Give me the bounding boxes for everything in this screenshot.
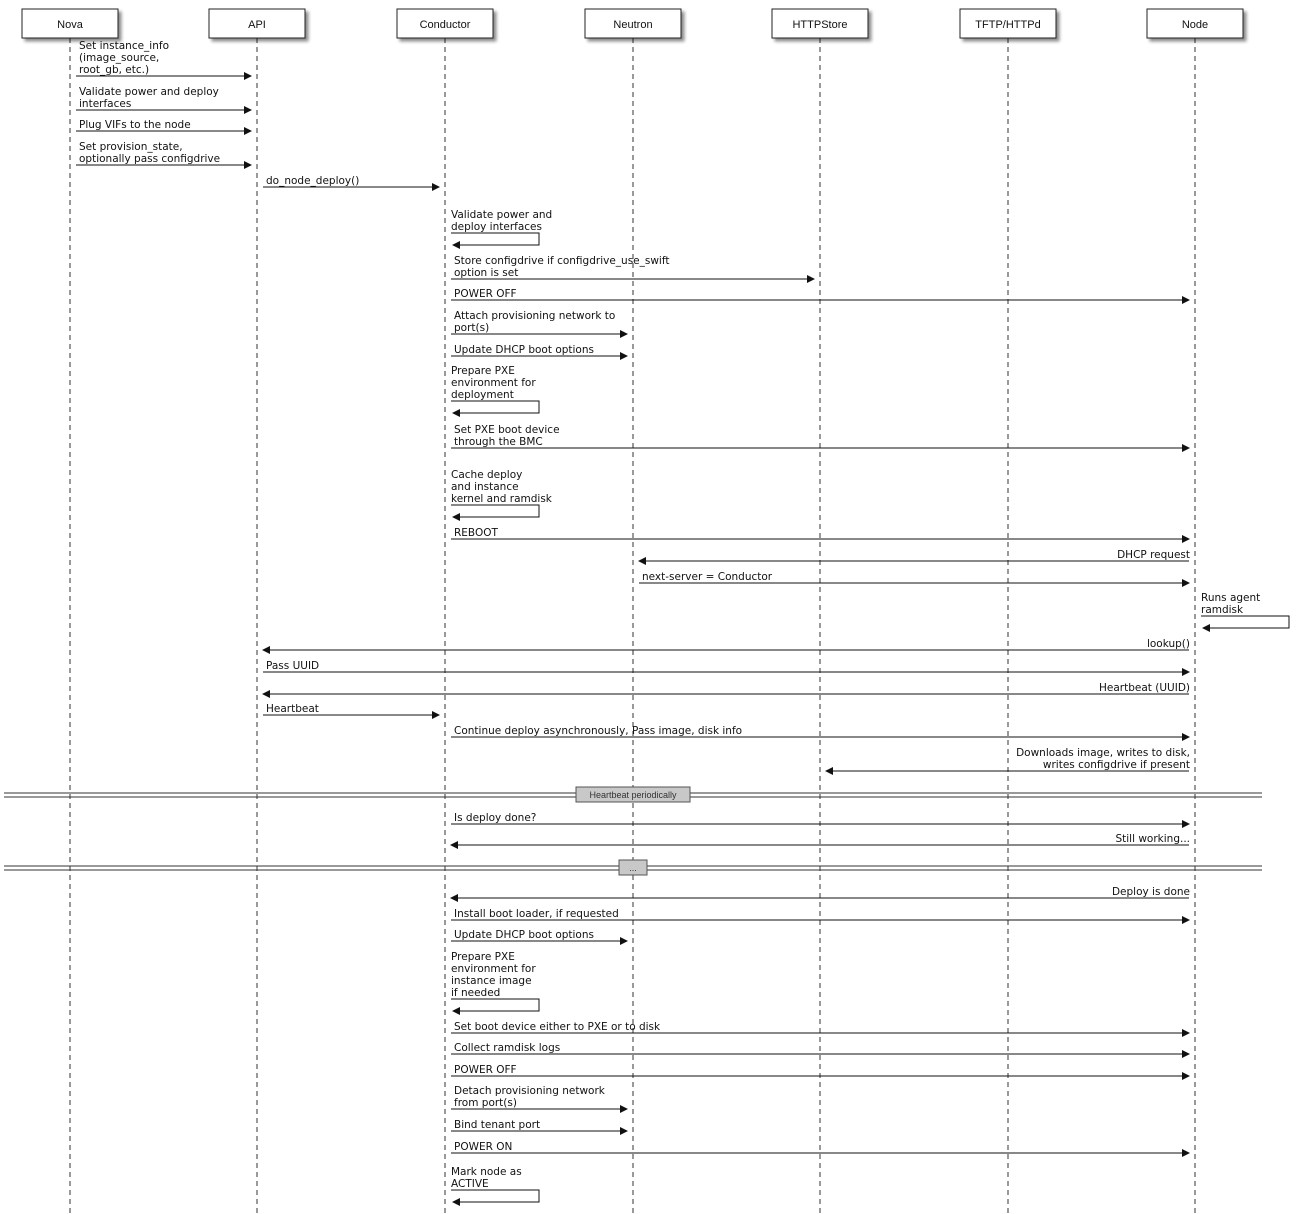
divider-label: Heartbeat periodically: [589, 790, 677, 800]
message-label: option is set: [454, 267, 519, 279]
message-label: if needed: [451, 987, 501, 999]
message-heartbeat: [263, 703, 439, 715]
message-label: through the BMC: [454, 436, 543, 448]
participant-httpstore: [772, 9, 868, 38]
message-label: DHCP request: [1117, 549, 1190, 561]
participant-api: [209, 9, 305, 38]
message-label: lookup(): [1146, 638, 1190, 650]
message-label: next-server = Conductor: [642, 571, 773, 583]
message-label: Install boot loader, if requested: [454, 908, 619, 920]
message-update-dhcp-boot-options: [451, 344, 627, 356]
message-mark-node-as-active: [451, 1166, 539, 1202]
message-attach-provisioning-network-to-port-s: [451, 310, 627, 334]
message-label: Prepare PXE: [451, 365, 515, 377]
message-label: Deploy is done: [1111, 886, 1190, 898]
message-runs-agent-ramdisk: [1201, 592, 1289, 628]
message-label: ACTIVE: [451, 1178, 489, 1190]
message-pass-uuid: [263, 660, 1189, 672]
message-label: Pass UUID: [266, 660, 320, 672]
participant-node: [1147, 9, 1243, 38]
message-label: Set instance_info: [79, 40, 170, 52]
participant-label: Conductor: [419, 19, 471, 31]
message-label: Detach provisioning network: [454, 1085, 605, 1097]
self-arrow: [1201, 616, 1289, 628]
messages: [76, 40, 1289, 1202]
participant-label: TFTP/HTTPd: [975, 19, 1041, 31]
message-label: Prepare PXE: [451, 951, 515, 963]
message-label: POWER OFF: [454, 1064, 517, 1076]
message-label: Validate power and: [451, 209, 553, 221]
self-arrow: [451, 1190, 539, 1202]
message-lookup: [263, 638, 1190, 650]
message-label: Heartbeat: [266, 703, 319, 715]
participant-label: HTTPStore: [792, 19, 848, 31]
message-bind-tenant-port: [451, 1119, 627, 1131]
message-label: Downloads image, writes to disk,: [1016, 747, 1190, 759]
message-label: POWER OFF: [454, 288, 517, 300]
message-label: environment for: [451, 963, 536, 975]
participant-label: API: [248, 19, 266, 31]
participant-label: Nova: [57, 19, 83, 31]
message-label: ramdisk: [1201, 604, 1244, 616]
message-do-node-deploy: [263, 175, 439, 187]
message-label: (image_source,: [79, 52, 160, 64]
message-label: environment for: [451, 377, 536, 389]
message-label: Cache deploy: [451, 469, 523, 481]
message-cache-deploy-and-instance-kernel-and-ramdisk: [451, 469, 553, 517]
message-validate-power-and-deploy-interfaces: [76, 86, 251, 110]
message-heartbeat-uuid: [263, 682, 1190, 694]
self-arrow: [451, 401, 539, 413]
message-label: kernel and ramdisk: [451, 493, 552, 505]
message-label: root_gb, etc.): [79, 64, 150, 76]
participant-label: Neutron: [613, 19, 653, 31]
message-label: POWER ON: [454, 1141, 513, 1153]
participant-nova: [22, 9, 118, 38]
message-prepare-pxe-environment-for-deployment: [451, 365, 539, 413]
message-label: interfaces: [79, 98, 132, 110]
message-set-provision-state-optionally-pass-configdrive: [76, 141, 251, 165]
self-arrow: [451, 233, 539, 245]
message-label: Set PXE boot device: [454, 424, 560, 436]
message-label: Still working...: [1115, 833, 1190, 845]
message-label: Runs agent: [1201, 592, 1261, 604]
participant-conductor: [397, 9, 493, 38]
message-label: deployment: [451, 389, 514, 401]
message-label: do_node_deploy(): [266, 175, 360, 187]
message-label: Validate power and deploy: [79, 86, 219, 98]
message-label: Store configdrive if configdrive_use_swift: [454, 255, 670, 267]
message-detach-provisioning-network-from-port-s: [451, 1085, 627, 1109]
lifelines: [70, 38, 1195, 1214]
message-label: and instance: [451, 481, 519, 493]
participant-headers: [22, 9, 1243, 38]
message-label: Heartbeat (UUID): [1099, 682, 1190, 694]
message-label: Attach provisioning network to: [454, 310, 616, 322]
message-label: optionally pass configdrive: [79, 153, 221, 165]
message-label: Set provision_state,: [79, 141, 183, 153]
message-label: deploy interfaces: [451, 221, 542, 233]
message-label: instance image: [451, 975, 532, 987]
participant-neutron: [585, 9, 681, 38]
message-label: Is deploy done?: [454, 812, 537, 824]
message-dhcp-request: [639, 549, 1190, 561]
participant-tftp: [960, 9, 1056, 38]
message-label: Plug VIFs to the node: [79, 119, 191, 131]
divider-ellipsis: [4, 860, 1262, 875]
message-label: Collect ramdisk logs: [454, 1042, 561, 1054]
self-arrow: [451, 999, 539, 1011]
message-update-dhcp-boot-options: [451, 929, 627, 941]
message-label: Set boot device either to PXE or to disk: [454, 1021, 661, 1033]
message-label: from port(s): [454, 1097, 517, 1109]
message-label: Update DHCP boot options: [454, 929, 594, 941]
self-arrow: [451, 505, 539, 517]
message-plug-vifs-to-the-node: [76, 119, 251, 131]
message-next-server-conductor: [639, 571, 1189, 583]
message-prepare-pxe-environment-for-instance-image-if-needed: [451, 951, 539, 1011]
message-set-instance-info-image-source-root-gb-etc: [76, 40, 251, 76]
participant-label: Node: [1181, 19, 1209, 31]
message-label: Continue deploy asynchronously, Pass image, disk info: [454, 725, 743, 737]
message-validate-power-and-deploy-interfaces: [451, 209, 552, 245]
message-label: Bind tenant port: [454, 1119, 541, 1131]
message-label: port(s): [454, 322, 490, 334]
message-label: Update DHCP boot options: [454, 344, 594, 356]
message-label: Mark node as: [451, 1166, 522, 1178]
message-label: REBOOT: [454, 527, 498, 539]
message-label: writes configdrive if present: [1042, 759, 1190, 771]
divider-heartbeat-periodically: [4, 787, 1262, 802]
divider-label: ...: [629, 863, 637, 873]
